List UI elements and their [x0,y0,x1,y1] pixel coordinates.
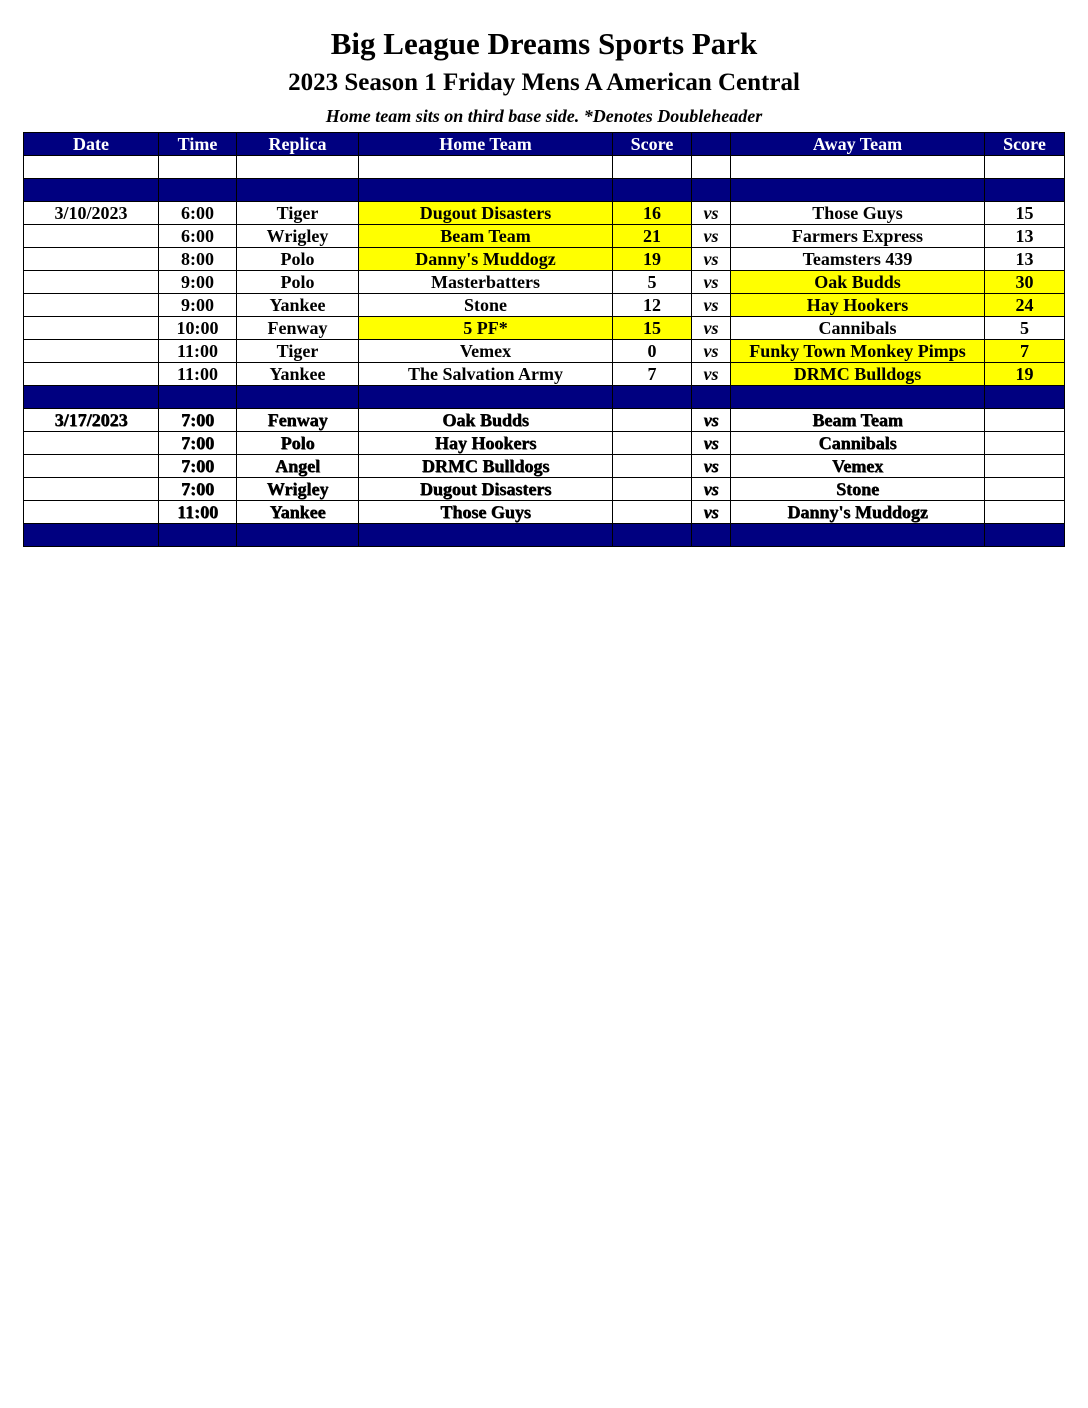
home-team: Stone [359,294,613,317]
away-score [985,501,1065,524]
away-score: 13 [985,225,1065,248]
home-team: Dugout Disasters [359,478,613,501]
vs-label: vs [692,409,731,432]
away-team: Hay Hookers [731,294,985,317]
away-team: Cannibals [731,432,985,455]
upcoming-game-row [24,409,1065,432]
vs-label: vs [692,478,731,501]
page-subtitle: 2023 Season 1 Friday Mens A American Central [288,69,800,96]
game-date: 3/17/2023 [24,409,159,432]
game-row [24,363,1065,386]
home-score: 21 [613,225,692,248]
upcoming-game-row [24,478,1065,501]
game-row [24,340,1065,363]
column-header-away-team: Away Team [731,133,985,156]
game-time: 7:00 [159,432,237,455]
away-team: Cannibals [731,317,985,340]
column-header-away-score: Score [985,133,1065,156]
game-time: 11:00 [159,501,237,524]
game-time: 9:00 [159,271,237,294]
away-score: 24 [985,294,1065,317]
game-date: 3/10/2023 [24,202,159,225]
home-score [613,478,692,501]
schedule-note: Home team sits on third base side. *Denotes Doubleheader [325,106,763,126]
vs-label: vs [692,501,731,524]
home-team: Beam Team [359,225,613,248]
upcoming-game-row [24,455,1065,478]
game-date [24,432,159,455]
away-team: DRMC Bulldogs [731,363,985,386]
home-team: Danny's Muddogz [359,248,613,271]
away-score [985,455,1065,478]
home-team: The Salvation Army [359,363,613,386]
game-replica: Angel [237,455,359,478]
game-row [24,317,1065,340]
vs-label: vs [692,432,731,455]
game-time: 7:00 [159,455,237,478]
game-time: 6:00 [159,202,237,225]
vs-label: vs [692,294,731,317]
home-score [613,455,692,478]
game-row [24,225,1065,248]
away-score: 5 [985,317,1065,340]
game-date [24,340,159,363]
vs-label: vs [692,248,731,271]
game-date [24,501,159,524]
game-time: 7:00 [159,409,237,432]
away-score: 13 [985,248,1065,271]
game-replica: Fenway [237,317,359,340]
game-date [24,455,159,478]
away-score: 19 [985,363,1065,386]
away-score [985,432,1065,455]
game-replica: Wrigley [237,478,359,501]
home-score: 0 [613,340,692,363]
vs-label: vs [692,363,731,386]
column-header-replica: Replica [237,133,359,156]
game-replica: Yankee [237,501,359,524]
away-team: Farmers Express [731,225,985,248]
home-score: 19 [613,248,692,271]
home-score: 15 [613,317,692,340]
game-time: 9:00 [159,294,237,317]
game-row [24,202,1065,225]
separator-row [24,179,1065,202]
home-team: Masterbatters [359,271,613,294]
game-date [24,248,159,271]
home-team: Those Guys [359,501,613,524]
away-team: Funky Town Monkey Pimps [731,340,985,363]
vs-label: vs [692,271,731,294]
away-score [985,478,1065,501]
vs-label: vs [692,455,731,478]
upcoming-game-row [24,501,1065,524]
away-score: 15 [985,202,1065,225]
home-score [613,501,692,524]
separator-row [24,386,1065,409]
vs-label: vs [692,225,731,248]
home-score [613,432,692,455]
column-header-vs [692,133,731,156]
home-score [613,409,692,432]
away-score: 7 [985,340,1065,363]
game-row [24,248,1065,271]
away-team: Those Guys [731,202,985,225]
game-replica: Yankee [237,294,359,317]
game-time: 10:00 [159,317,237,340]
blank-row [24,156,1065,179]
game-time: 6:00 [159,225,237,248]
game-replica: Polo [237,432,359,455]
home-team: DRMC Bulldogs [359,455,613,478]
game-replica: Yankee [237,363,359,386]
game-replica: Tiger [237,340,359,363]
game-row [24,294,1065,317]
schedule-table [23,132,1065,547]
home-team: 5 PF* [359,317,613,340]
header-row [24,133,1065,156]
upcoming-game-row [24,432,1065,455]
separator-row [24,524,1065,547]
game-date [24,225,159,248]
vs-label: vs [692,202,731,225]
game-time: 8:00 [159,248,237,271]
game-date [24,478,159,501]
column-header-date: Date [24,133,159,156]
home-score: 12 [613,294,692,317]
game-date [24,294,159,317]
schedule-body [24,156,1065,547]
game-date [24,317,159,340]
page-title: Big League Dreams Sports Park [330,26,758,61]
away-team: Oak Budds [731,271,985,294]
home-team: Hay Hookers [359,432,613,455]
vs-label: vs [692,340,731,363]
home-team: Vemex [359,340,613,363]
column-header-time: Time [159,133,237,156]
away-team: Danny's Muddogz [731,501,985,524]
column-header-home-team: Home Team [359,133,613,156]
game-time: 11:00 [159,340,237,363]
away-team: Stone [731,478,985,501]
away-team: Beam Team [731,409,985,432]
vs-label: vs [692,317,731,340]
away-score [985,409,1065,432]
game-row [24,271,1065,294]
away-team: Vemex [731,455,985,478]
away-score: 30 [985,271,1065,294]
away-team: Teamsters 439 [731,248,985,271]
game-replica: Polo [237,271,359,294]
home-score: 16 [613,202,692,225]
home-team: Dugout Disasters [359,202,613,225]
game-time: 11:00 [159,363,237,386]
game-replica: Wrigley [237,225,359,248]
game-date [24,271,159,294]
game-replica: Tiger [237,202,359,225]
home-score: 5 [613,271,692,294]
home-score: 7 [613,363,692,386]
column-header-home-score: Score [613,133,692,156]
home-team: Oak Budds [359,409,613,432]
game-replica: Polo [237,248,359,271]
game-date [24,363,159,386]
game-replica: Fenway [237,409,359,432]
game-time: 7:00 [159,478,237,501]
